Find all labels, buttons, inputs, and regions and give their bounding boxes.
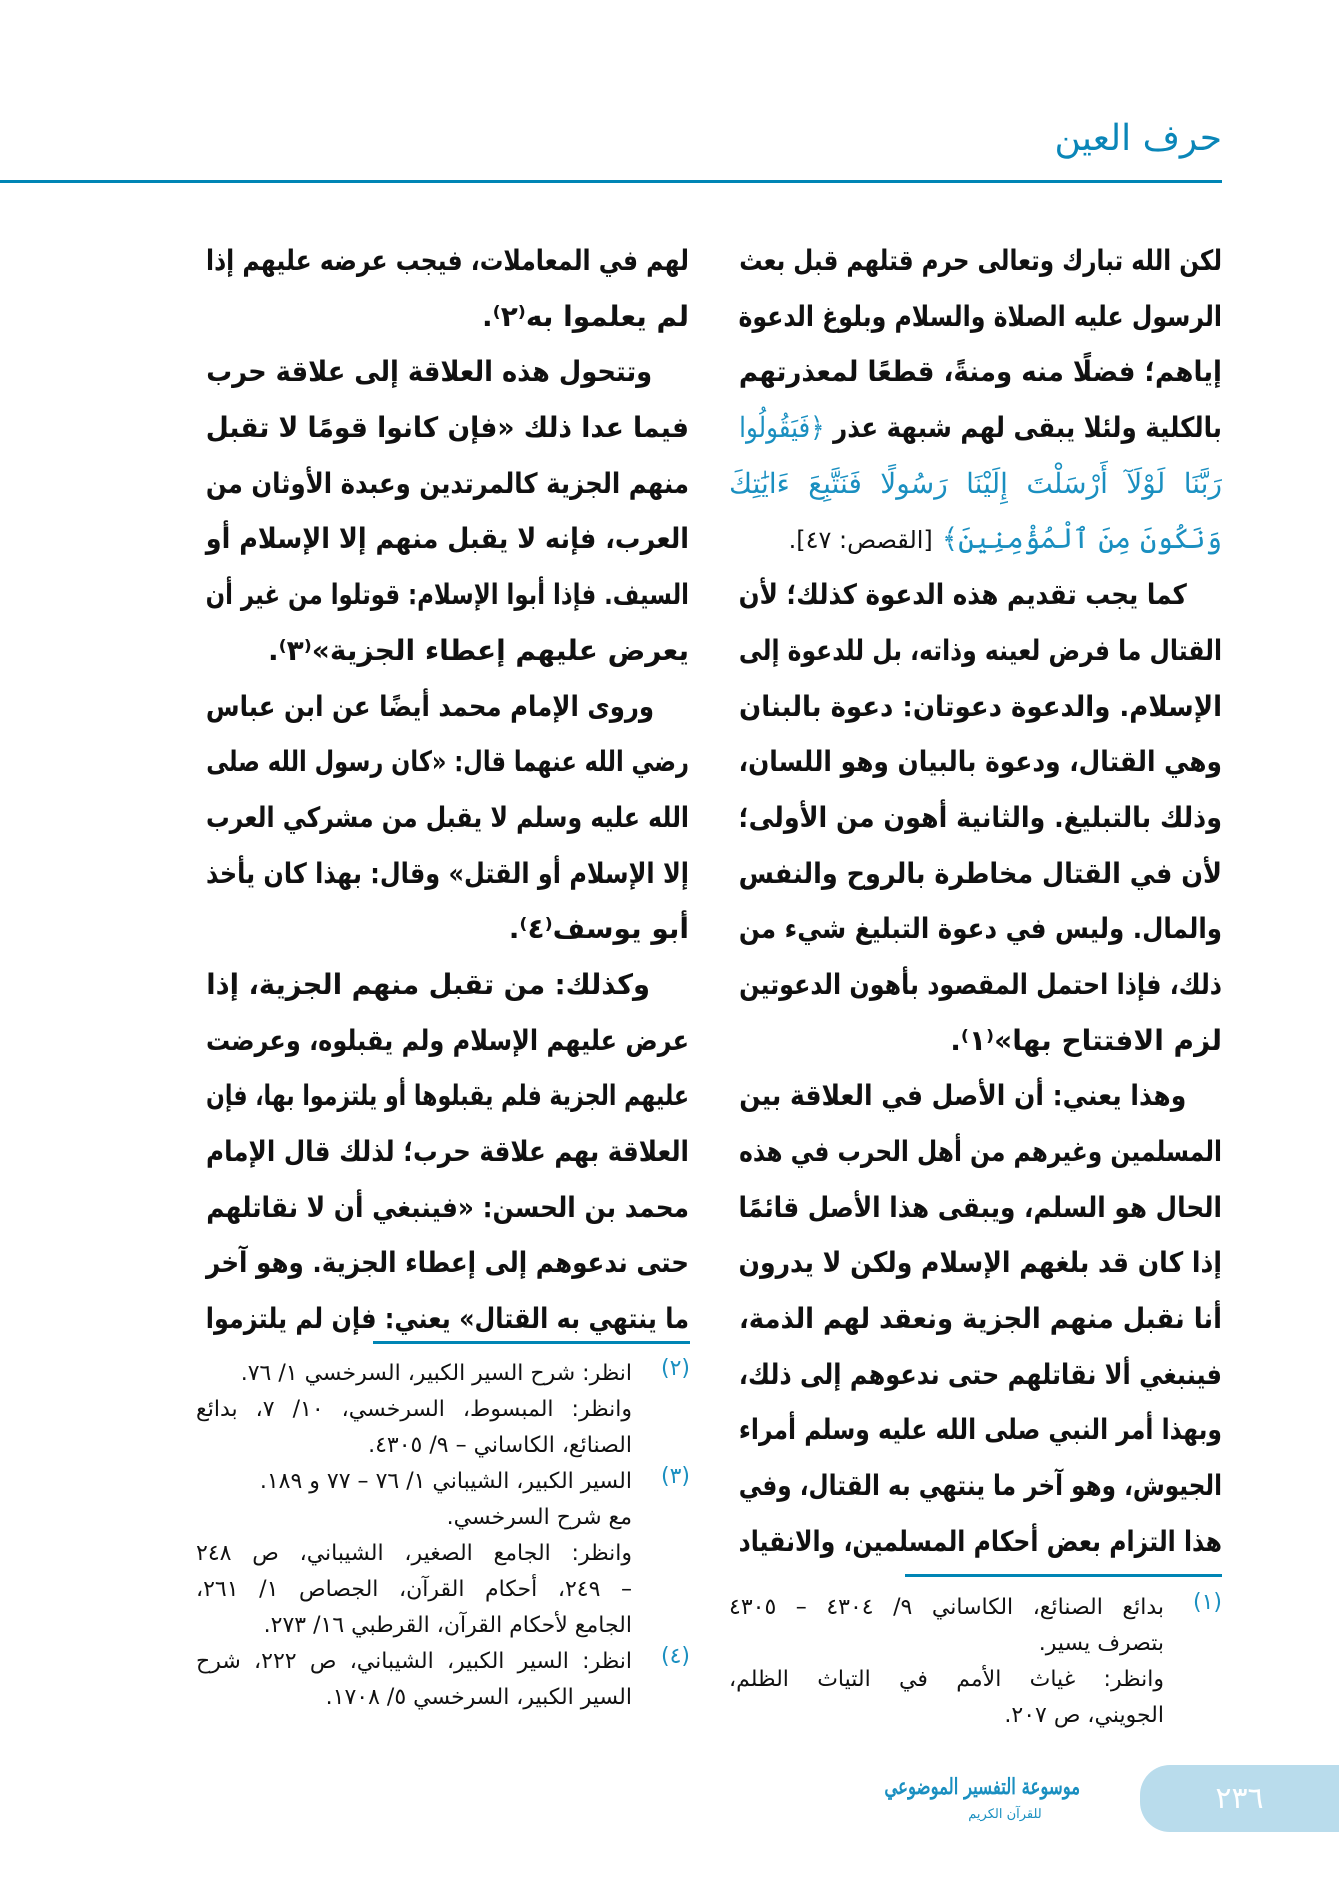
text-line: العرب، فإنه لا يقبل منهم إلا الإسلام أو: [205, 522, 690, 556]
footnote-number: (٤): [660, 1644, 690, 1669]
footnote: [729, 1590, 1222, 1734]
text-line: منهم الجزية كالمرتدين وعبدة الأوثان من: [205, 466, 689, 500]
text-line: كما يجب تقديم هذه الدعوة كذلك؛ لأن: [738, 578, 1187, 612]
text-line: [729, 511, 1222, 567]
text-line: وهذا يعني: أن الأصل في العلاقة بين: [739, 1079, 1187, 1113]
text-line: الرسول عليه الصلاة والسلام وبلوغ الدعوة: [738, 299, 1222, 333]
quran-verse: وَنَكُونَ مِنَ ٱلْمُؤْمِنِينَ﴾: [932, 522, 1222, 556]
right-text-column: [729, 233, 1222, 1570]
quran-verse: رَبَّنَا لَوْلَآ أَرْسَلْتَ إِلَيْنَا رَسُولًا فَنَتَّبِعَ ءَايَٰتِكَ: [729, 466, 1222, 500]
footnotes-right: [729, 1590, 1222, 1734]
text-line: يعرض عليهم إعطاء الجزية»⁽٣⁾.: [267, 633, 689, 667]
text-line: لكن الله تبارك وتعالى حرم قتلهم قبل بعث: [739, 244, 1222, 277]
footnote-number: (١): [1192, 1590, 1222, 1615]
text-line: إياهم؛ فضلًا منه ومنةً، قطعًا لمعذرتهم: [738, 355, 1222, 389]
text-line: الإسلام. والدعوة دعوتان: دعوة بالبنان: [738, 689, 1222, 723]
footnote-number: (٣): [660, 1464, 690, 1489]
text-line: ما ينتهي به القتال» يعني: فإن لم يلتزموا: [205, 1302, 689, 1336]
text-line: لم يعلموا به⁽٢⁾.: [482, 299, 689, 333]
footnote: [196, 1644, 690, 1716]
chapter-title: حرف العين: [1054, 118, 1222, 159]
text-line: وروى الإمام محمد أيضًا عن ابن عباس: [205, 689, 655, 723]
text-line: حتى ندعوهم إلى إعطاء الجزية. وهو آخر: [206, 1246, 689, 1280]
text-line: والمال. وليس في دعوة التبليغ شيء من: [738, 912, 1222, 946]
text-line: وكذلك: من تقبل منهم الجزية، إذا: [206, 967, 650, 1001]
text-line: العلاقة بهم علاقة حرب؛ لذلك قال الإمام: [206, 1135, 690, 1168]
text-line: لزم الافتتاح بها»⁽١⁾.: [950, 1023, 1222, 1057]
text-line: إذا كان قد بلغهم الإسلام ولكن لا يدرون: [738, 1246, 1222, 1280]
logo-title: موسوعة التفسير الموضوعي: [884, 1774, 1081, 1800]
footnote-line: انظر: السير الكبير، الشيباني، ص ٢٢٢، شرح: [196, 1649, 632, 1674]
footnote-line: وانظر: المبسوط، السرخسي، ١٠/ ٧، بدائع: [196, 1397, 632, 1422]
verse-reference: [القصص: ٤٧].: [788, 526, 933, 555]
footnote-line: – ٢٤٩، أحكام القرآن، الجصاص ١/ ٢٦١،: [196, 1577, 633, 1602]
footnote-line: السير الكبير، السرخسي ٥/ ١٧٠٨.: [325, 1685, 632, 1710]
footnote-line: وانظر: غياث الأمم في التياث الظلم،: [729, 1667, 1164, 1692]
text-line: المسلمين وغيرهم من أهل الحرب في هذه: [739, 1135, 1222, 1168]
footnote-divider-right: [905, 1574, 1222, 1577]
text-line: وبهذا أمر النبي صلى الله عليه وسلم أمراء: [738, 1413, 1222, 1447]
text-line: هذا التزام بعض أحكام المسلمين، والانقياد: [738, 1524, 1222, 1558]
logo-subtitle: للقرآن الكريم: [968, 1807, 1042, 1822]
text-line: أبو يوسف⁽٤⁾.: [508, 912, 689, 946]
text-line: السيف. فإذا أبوا الإسلام: قوتلوا من غير أن: [205, 578, 689, 612]
text-segment: بالكلية ولئلا يبقى لهم شبهة عذر: [824, 411, 1222, 445]
footnote-line: بتصرف يسير.: [1038, 1631, 1164, 1656]
text-line: رضي الله عنهما قال: «كان رسول الله صلى: [206, 745, 689, 779]
text-line: فيما عدا ذلك «فإن كانوا قومًا لا تقبل: [205, 411, 690, 445]
footnote-line: الجامع لأحكام القرآن، القرطبي ١٦/ ٢٧٣.: [263, 1613, 632, 1638]
encyclopedia-logo: [884, 1768, 1105, 1824]
header-divider: [0, 180, 1222, 183]
text-line: عليهم الجزية فلم يقبلوها أو يلتزموا بها، فإن: [206, 1079, 689, 1113]
footnote-line: بدائع الصنائع، الكاساني ٩/ ٤٣٠٤ – ٤٣٠٥: [729, 1595, 1165, 1620]
footnote: [196, 1464, 690, 1644]
footnote-line: الصنائع، الكاساني – ٩/ ٤٣٠٥.: [368, 1433, 632, 1458]
footnote-number: (٢): [660, 1356, 690, 1381]
text-line: أنا نقبل منهم الجزية ونعقد لهم الذمة،: [738, 1302, 1222, 1336]
text-line: [739, 400, 1222, 456]
footnotes-left: [196, 1356, 690, 1716]
text-line: وهي القتال، ودعوة بالبيان وهو اللسان،: [738, 745, 1222, 779]
footnote-line: السير الكبير، الشيباني ١/ ٧٦ – ٧٧ و ١٨٩.: [259, 1469, 632, 1494]
text-line: القتال ما فرض لعينه وذاته، بل للدعوة إلى: [738, 633, 1222, 667]
footnote: [196, 1356, 690, 1464]
text-line: الجيوش، وهو آخر ما ينتهي به القتال، وفي: [738, 1469, 1222, 1503]
quran-verse: ﴿فَيَقُولُوا: [739, 411, 825, 445]
text-line: وذلك بالتبليغ. والثانية أهون من الأولى؛: [738, 800, 1222, 834]
footnote-line: الجويني، ص ٢٠٧.: [1004, 1703, 1164, 1728]
text-line: عرض عليهم الإسلام ولم يقبلوه، وعرضت: [205, 1023, 689, 1057]
text-line: وتتحول هذه العلاقة إلى علاقة حرب: [206, 355, 653, 389]
footnote-line: انظر: شرح السير الكبير، السرخسي ١/ ٧٦.: [240, 1361, 632, 1386]
text-line: لأن في القتال مخاطرة بالروح والنفس: [738, 856, 1222, 890]
footnote-line: مع شرح السرخسي.: [446, 1505, 632, 1530]
text-line: محمد بن الحسن: «فينبغي أن لا نقاتلهم: [206, 1190, 689, 1224]
footnote-divider-left: [373, 1341, 690, 1344]
left-text-column: [196, 233, 689, 1347]
text-line: الله عليه وسلم لا يقبل من مشركي العرب: [205, 800, 689, 834]
text-line: [729, 456, 1222, 512]
text-line: إلا الإسلام أو القتل» وقال: بهذا كان يأخذ: [206, 856, 689, 890]
text-line: لهم في المعاملات، فيجب عرضه عليهم إذا: [206, 244, 689, 277]
text-line: فينبغي ألا نقاتلهم حتى ندعوهم إلى ذلك،: [738, 1357, 1222, 1391]
footnote-line: وانظر: الجامع الصغير، الشيباني، ص ٢٤٨: [196, 1541, 632, 1566]
text-line: ذلك، فإذا احتمل المقصود بأهون الدعوتين: [739, 967, 1222, 1001]
text-line: الحال هو السلم، ويبقى هذا الأصل قائمًا: [738, 1190, 1222, 1224]
page-number: ٢٣٦: [1140, 1765, 1339, 1832]
